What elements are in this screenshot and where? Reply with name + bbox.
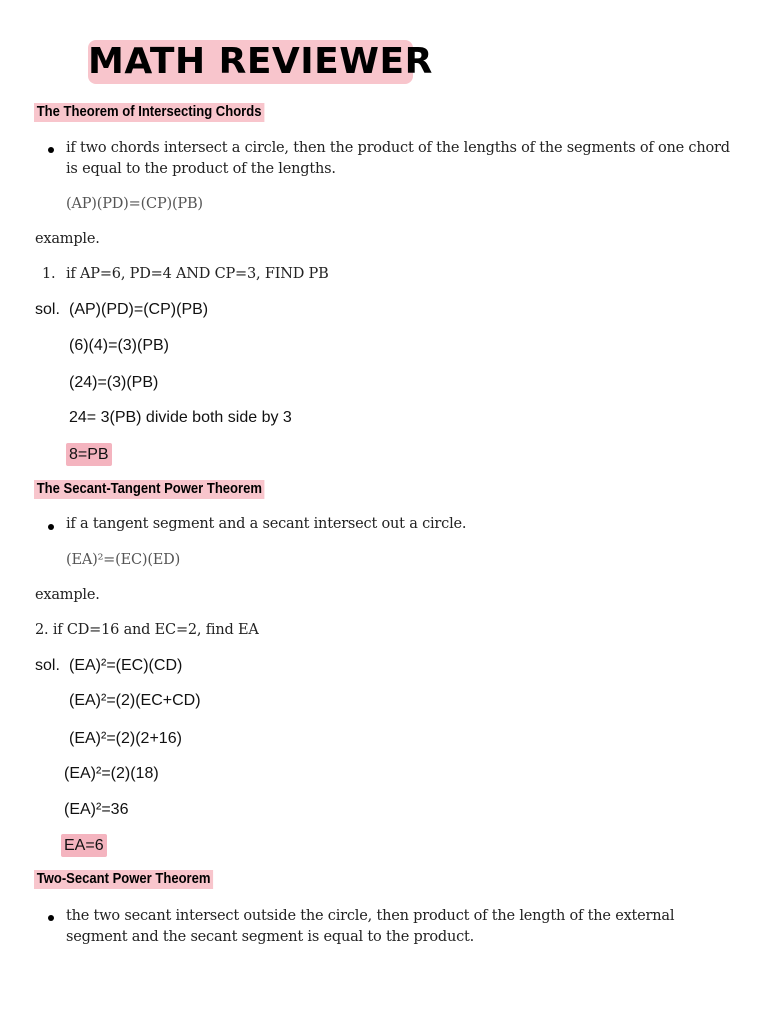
solution-step: (EA)²=(2)(18) [64, 765, 159, 782]
solution-step: (EA)²=(2)(2+16) [69, 730, 182, 747]
bullet-text-chords: if two chords intersect a circle, then the product of the lengths of the segments of one chord is equal to the product of the lengths. [66, 140, 730, 177]
solution-label: sol. [35, 301, 60, 318]
answer-highlight: 8=PB [66, 443, 112, 466]
bullet-text-two-secant: the two secant intersect outside the circle, then product of the length of the external segment and the secant segment is equal to the product. [66, 908, 675, 945]
section-heading-two-secant: Two-Secant Power Theorem [34, 870, 213, 889]
example-label: example. [35, 587, 100, 603]
section-heading-secant-tangent: The Secant-Tangent Power Theorem [34, 480, 265, 499]
bullet-icon [48, 147, 54, 153]
bullet-icon [48, 524, 54, 530]
formula-chords: (AP)(PD)=(CP)(PB) [66, 196, 203, 212]
section-heading-intersecting-chords: The Theorem of Intersecting Chords [34, 103, 264, 122]
problem-text: 2. if CD=16 and EC=2, find EA [35, 622, 259, 638]
page-title: MATH REVIEWER [88, 41, 433, 82]
bullet-icon [48, 915, 54, 921]
formula-secant-tangent: (EA)²=(EC)(ED) [66, 552, 181, 568]
solution-step: (EA)²=(EC)(CD) [69, 657, 183, 674]
bullet-text-secant-tangent: if a tangent segment and a secant intersect out a circle. [66, 516, 467, 532]
problem-text: if AP=6, PD=4 AND CP=3, FIND PB [66, 266, 329, 282]
solution-step: (24)=(3)(PB) [69, 374, 159, 391]
solution-step: (6)(4)=(3)(PB) [69, 337, 170, 354]
answer-highlight: EA=6 [61, 834, 107, 857]
solution-step: 24= 3(PB) divide both side by 3 [69, 409, 292, 426]
problem-number: 1. [42, 266, 56, 282]
solution-label: sol. [35, 657, 60, 674]
solution-step: (AP)(PD)=(CP)(PB) [69, 301, 209, 318]
solution-step: (EA)²=(2)(EC+CD) [69, 692, 201, 709]
solution-step: (EA)²=36 [64, 801, 129, 818]
example-label: example. [35, 231, 100, 247]
